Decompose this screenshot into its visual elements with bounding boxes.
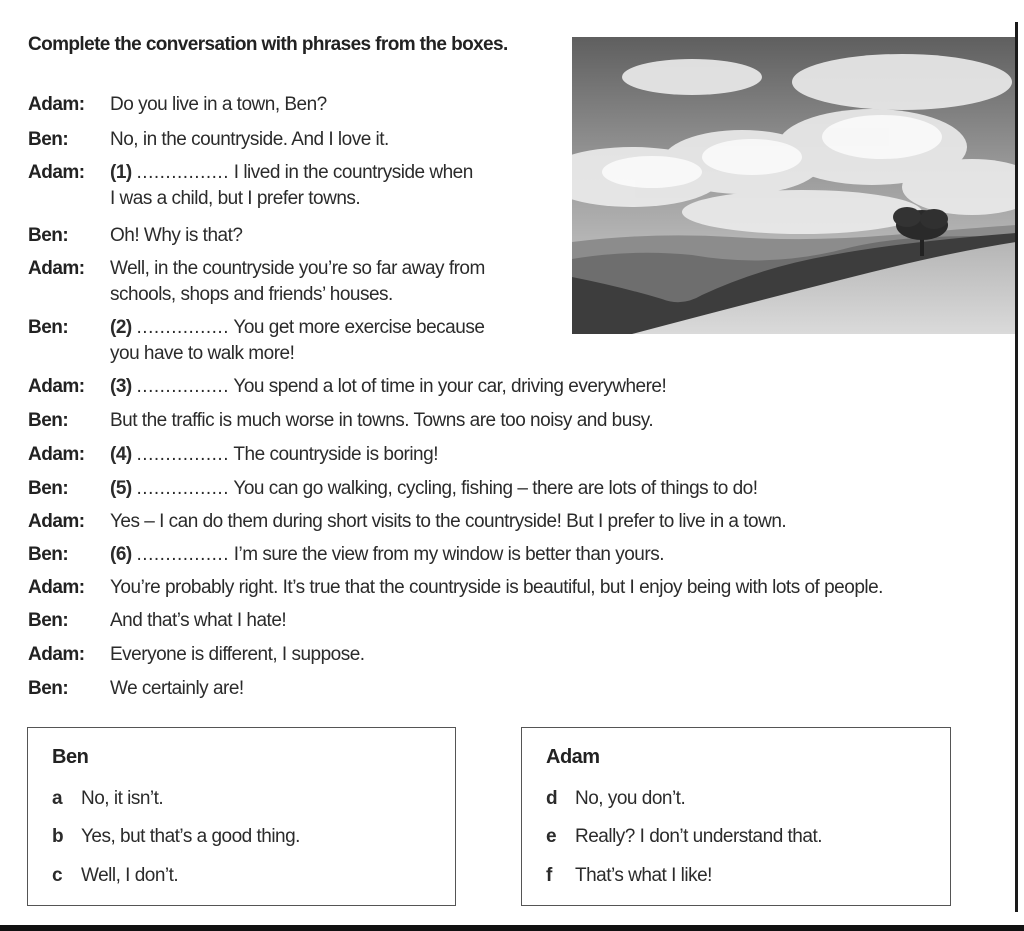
speaker-label: Adam: (28, 644, 85, 665)
utterance-text: But the traffic is much worse in towns. Towns are too noisy and busy. (110, 410, 654, 431)
utterance-text: Oh! Why is that? (110, 225, 243, 246)
utterance-text: We certainly are! (110, 678, 244, 699)
bottom-margin-rule (0, 925, 1024, 931)
utterance (110, 408, 653, 434)
utterance (110, 542, 664, 568)
speaker-label: Ben: (28, 544, 69, 565)
option-a: a No, it isn’t. (52, 788, 164, 809)
utterance-text: The countryside is boring! (228, 444, 438, 465)
speaker-label: Adam: (28, 376, 85, 397)
utterance (110, 575, 883, 601)
speaker-label: Ben: (28, 129, 69, 150)
utterance-text: I lived in the countryside when (228, 162, 473, 183)
utterance (110, 127, 389, 153)
utterance-text: Well, in the countryside you’re so far away from (110, 258, 485, 279)
utterance (110, 676, 244, 702)
utterance-text-continued: you have to walk more! (110, 343, 295, 364)
ben-box-title: Ben (52, 746, 89, 768)
speaker-label: Ben: (28, 678, 69, 699)
answer-blank[interactable]: ................ (136, 162, 229, 183)
utterance (110, 374, 666, 400)
utterance-text: And that’s what I hate! (110, 610, 287, 631)
answer-blank[interactable]: ................ (136, 478, 229, 499)
utterance (110, 642, 365, 668)
utterance-text: Yes – I can do them during short visits to the countryside! But I prefer to live in a town. (110, 511, 787, 532)
utterance-text: I’m sure the view from my window is better than yours. (228, 544, 664, 565)
utterance (110, 92, 327, 118)
utterance (110, 223, 242, 249)
utterance (110, 509, 786, 535)
speaker-label: Ben: (28, 410, 69, 431)
ben-phrase-box (27, 727, 456, 906)
speaker-label: Adam: (28, 444, 85, 465)
utterance-text: You get more exercise because (228, 317, 485, 338)
utterance-text-continued: I was a child, but I prefer towns. (110, 188, 361, 209)
utterance (110, 608, 286, 634)
utterance-text: No, in the countryside. And I love it. (110, 129, 389, 150)
option-e: e Really? I don’t understand that. (546, 826, 823, 847)
answer-blank[interactable]: ................ (136, 376, 229, 397)
gap-number: (5) (110, 478, 132, 499)
utterance-text-continued: schools, shops and friends’ houses. (110, 284, 393, 305)
utterance (110, 160, 473, 212)
utterance-text: You spend a lot of time in your car, driving everywhere! (228, 376, 667, 397)
speaker-label: Adam: (28, 94, 85, 115)
countryside-tree-icon (572, 37, 1016, 334)
adam-phrase-box (521, 727, 951, 906)
answer-blank[interactable]: ................ (136, 444, 229, 465)
option-c: c Well, I don’t. (52, 865, 179, 886)
adam-box-title: Adam (546, 746, 600, 768)
speaker-label: Ben: (28, 317, 69, 338)
gap-number: (6) (110, 544, 132, 565)
option-b: b Yes, but that’s a good thing. (52, 826, 300, 847)
speaker-label: Ben: (28, 225, 69, 246)
option-f: f That’s what I like! (546, 865, 712, 886)
answer-blank[interactable]: ................ (136, 544, 229, 565)
landscape-photo (572, 37, 1016, 334)
speaker-label: Adam: (28, 577, 85, 598)
gap-number: (3) (110, 376, 132, 397)
utterance-text: Do you live in a town, Ben? (110, 94, 327, 115)
speaker-label: Adam: (28, 162, 85, 183)
right-margin-rule (1015, 22, 1018, 912)
gap-number: (1) (110, 162, 132, 183)
gap-number: (2) (110, 317, 132, 338)
option-d: d No, you don’t. (546, 788, 686, 809)
utterance (110, 256, 485, 308)
utterance-text: You can go walking, cycling, fishing – there are lots of things to do! (228, 478, 758, 499)
utterance (110, 442, 438, 468)
speaker-label: Adam: (28, 258, 85, 279)
speaker-label: Ben: (28, 610, 69, 631)
answer-blank[interactable]: ................ (136, 317, 229, 338)
utterance-text: Everyone is different, I suppose. (110, 644, 365, 665)
utterance (110, 476, 758, 502)
gap-number: (4) (110, 444, 132, 465)
speaker-label: Ben: (28, 478, 69, 499)
speaker-label: Adam: (28, 511, 85, 532)
utterance-text: You’re probably right. It’s true that the countryside is beautiful, but I enjoy being with lots of people. (110, 577, 883, 598)
instruction-heading: Complete the conversation with phrases from the boxes. (28, 34, 508, 55)
utterance (110, 315, 484, 367)
